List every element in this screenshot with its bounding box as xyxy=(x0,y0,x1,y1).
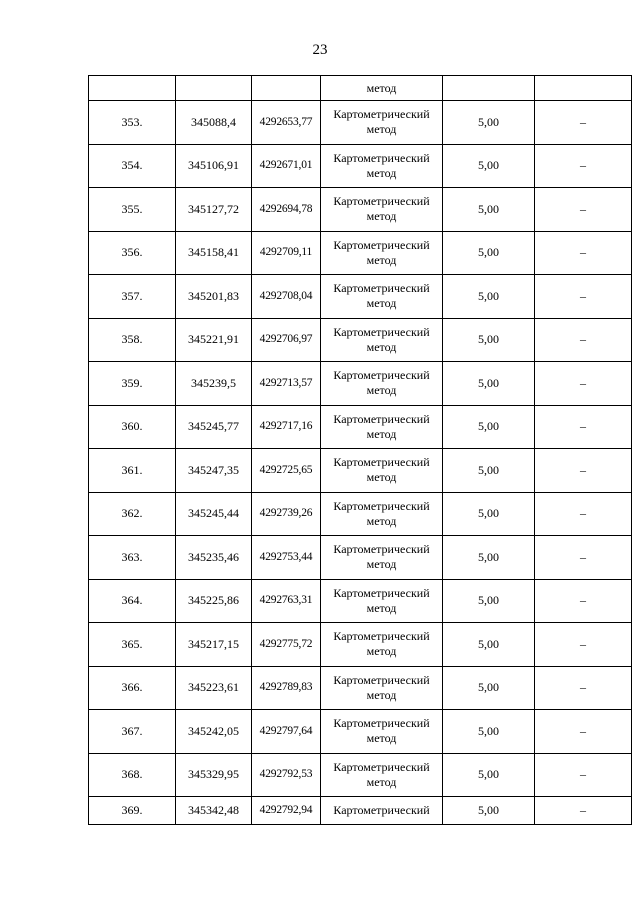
table-row xyxy=(89,579,632,623)
cell-error: 5,00 xyxy=(443,405,535,449)
cell-note: – xyxy=(535,231,632,275)
method-line: метод xyxy=(366,513,397,528)
table-row xyxy=(89,362,632,406)
cell-num: 369. xyxy=(89,797,176,825)
table-row xyxy=(89,623,632,667)
method-line: Картометрический xyxy=(333,672,430,687)
method-line: Картометрический xyxy=(333,629,430,644)
table-row xyxy=(89,666,632,710)
cell-method xyxy=(321,623,443,667)
cell-x: 345239,5 xyxy=(176,362,252,406)
cell-num: 366. xyxy=(89,666,176,710)
cell-method xyxy=(321,318,443,362)
method-line: Картометрический xyxy=(333,107,430,122)
cell-note: – xyxy=(535,318,632,362)
table-row xyxy=(89,188,632,232)
cell-method xyxy=(321,449,443,493)
table-row xyxy=(89,144,632,188)
cell-num: 367. xyxy=(89,710,176,754)
cell-note: – xyxy=(535,405,632,449)
cell-y: 4292725,65 xyxy=(252,449,321,493)
cell-num: 368. xyxy=(89,753,176,797)
cell-num: 354. xyxy=(89,144,176,188)
cell-error: 5,00 xyxy=(443,231,535,275)
cell-x xyxy=(176,76,252,101)
page-number: 23 xyxy=(312,42,328,58)
cell-x: 345342,48 xyxy=(176,797,252,825)
cell-note: – xyxy=(535,536,632,580)
cell-note: – xyxy=(535,492,632,536)
cell-y: 4292694,78 xyxy=(252,188,321,232)
cell-y: 4292797,64 xyxy=(252,710,321,754)
cell-num: 359. xyxy=(89,362,176,406)
cell-num: 362. xyxy=(89,492,176,536)
method-line: метод xyxy=(366,687,397,702)
cell-error: 5,00 xyxy=(443,144,535,188)
method-line: метод xyxy=(366,426,397,441)
cell-note: – xyxy=(535,144,632,188)
cell-method xyxy=(321,579,443,623)
cell-num: 363. xyxy=(89,536,176,580)
cell-method xyxy=(321,753,443,797)
cell-num: 365. xyxy=(89,623,176,667)
cell-note: – xyxy=(535,188,632,232)
method-line: метод xyxy=(366,731,397,746)
cell-error: 5,00 xyxy=(443,710,535,754)
method-line: Картометрический xyxy=(333,237,430,252)
cell-x: 345247,35 xyxy=(176,449,252,493)
cell-note: – xyxy=(535,101,632,145)
cell-x: 345242,05 xyxy=(176,710,252,754)
cell-num: 364. xyxy=(89,579,176,623)
cell-error: 5,00 xyxy=(443,101,535,145)
method-line: метод xyxy=(366,383,397,398)
cell-y: 4292739,26 xyxy=(252,492,321,536)
cell-num: 353. xyxy=(89,101,176,145)
cell-note xyxy=(535,76,632,101)
cell-num: 360. xyxy=(89,405,176,449)
cell-x: 345106,91 xyxy=(176,144,252,188)
method-line: метод xyxy=(366,165,397,180)
cell-x: 345245,77 xyxy=(176,405,252,449)
cell-error: 5,00 xyxy=(443,449,535,493)
method-line: Картометрический xyxy=(333,411,430,426)
table-body xyxy=(89,76,632,825)
method-line: метод xyxy=(366,252,397,267)
cell-x: 345329,95 xyxy=(176,753,252,797)
cell-num: 355. xyxy=(89,188,176,232)
cell-num: 358. xyxy=(89,318,176,362)
cell-method xyxy=(321,188,443,232)
cell-y: 4292713,57 xyxy=(252,362,321,406)
cell-note: – xyxy=(535,362,632,406)
table-row xyxy=(89,449,632,493)
cell-num: 357. xyxy=(89,275,176,319)
cell-error: 5,00 xyxy=(443,536,535,580)
cell-x: 345201,83 xyxy=(176,275,252,319)
cell-y: 4292709,11 xyxy=(252,231,321,275)
table-row xyxy=(89,797,632,825)
method-line: Картометрический xyxy=(333,455,430,470)
cell-method xyxy=(321,231,443,275)
table-row xyxy=(89,753,632,797)
method-line: Картометрический xyxy=(333,281,430,296)
method-line: Картометрический xyxy=(333,498,430,513)
table-row xyxy=(89,536,632,580)
table-row xyxy=(89,405,632,449)
cell-y: 4292708,04 xyxy=(252,275,321,319)
method-line: метод xyxy=(366,644,397,659)
cell-error: 5,00 xyxy=(443,492,535,536)
cell-method xyxy=(321,666,443,710)
method-line: Картометрический xyxy=(333,585,430,600)
cell-x: 345225,86 xyxy=(176,579,252,623)
continuation-row xyxy=(89,76,632,101)
cell-error: 5,00 xyxy=(443,188,535,232)
coordinates-table xyxy=(88,75,632,825)
cell-error: 5,00 xyxy=(443,362,535,406)
method-line: Картометрический xyxy=(333,759,430,774)
cell-error: 5,00 xyxy=(443,275,535,319)
method-line: метод xyxy=(366,122,397,137)
cell-method xyxy=(321,492,443,536)
cell-x: 345235,46 xyxy=(176,536,252,580)
table-row xyxy=(89,318,632,362)
table-row xyxy=(89,101,632,145)
method-line: Картометрический xyxy=(333,542,430,557)
cell-y: 4292789,83 xyxy=(252,666,321,710)
cell-method xyxy=(321,275,443,319)
table-row xyxy=(89,231,632,275)
cell-error: 5,00 xyxy=(443,623,535,667)
cell-method xyxy=(321,405,443,449)
cell-method: Картометрический xyxy=(321,797,443,825)
cell-method xyxy=(321,101,443,145)
table-row xyxy=(89,492,632,536)
cell-y: 4292706,97 xyxy=(252,318,321,362)
table-row xyxy=(89,710,632,754)
cell-x: 345221,91 xyxy=(176,318,252,362)
cell-error: 5,00 xyxy=(443,579,535,623)
cell-method xyxy=(321,362,443,406)
method-line: метод xyxy=(366,296,397,311)
cell-num: 356. xyxy=(89,231,176,275)
cell-note: – xyxy=(535,579,632,623)
cell-y: 4292775,72 xyxy=(252,623,321,667)
cell-error: 5,00 xyxy=(443,666,535,710)
cell-note: – xyxy=(535,666,632,710)
cell-method: метод xyxy=(321,76,443,101)
cell-note: – xyxy=(535,753,632,797)
cell-x: 345088,4 xyxy=(176,101,252,145)
method-line: метод xyxy=(366,339,397,354)
cell-error: 5,00 xyxy=(443,797,535,825)
cell-x: 345245,44 xyxy=(176,492,252,536)
cell-y xyxy=(252,76,321,101)
method-line: метод xyxy=(366,774,397,789)
cell-x: 345158,41 xyxy=(176,231,252,275)
table-row xyxy=(89,275,632,319)
cell-num: 361. xyxy=(89,449,176,493)
method-line: Картометрический xyxy=(333,194,430,209)
cell-y: 4292792,94 xyxy=(252,797,321,825)
method-line: Картометрический xyxy=(333,716,430,731)
cell-y: 4292763,31 xyxy=(252,579,321,623)
cell-x: 345217,15 xyxy=(176,623,252,667)
cell-y: 4292792,53 xyxy=(252,753,321,797)
cell-x: 345223,61 xyxy=(176,666,252,710)
cell-note: – xyxy=(535,710,632,754)
cell-method xyxy=(321,710,443,754)
method-line: метод xyxy=(366,600,397,615)
cell-y: 4292753,44 xyxy=(252,536,321,580)
method-line: метод xyxy=(366,209,397,224)
cell-num xyxy=(89,76,176,101)
cell-error: 5,00 xyxy=(443,753,535,797)
cell-method xyxy=(321,536,443,580)
cell-y: 4292671,01 xyxy=(252,144,321,188)
cell-y: 4292717,16 xyxy=(252,405,321,449)
cell-error: 5,00 xyxy=(443,318,535,362)
cell-error xyxy=(443,76,535,101)
method-line: метод xyxy=(366,470,397,485)
method-line: Картометрический xyxy=(333,368,430,383)
cell-note: – xyxy=(535,797,632,825)
cell-y: 4292653,77 xyxy=(252,101,321,145)
cell-x: 345127,72 xyxy=(176,188,252,232)
cell-note: – xyxy=(535,623,632,667)
cell-note: – xyxy=(535,275,632,319)
method-line: метод xyxy=(366,557,397,572)
method-line: Картометрический xyxy=(333,150,430,165)
cell-note: – xyxy=(535,449,632,493)
method-line: Картометрический xyxy=(333,324,430,339)
cell-method xyxy=(321,144,443,188)
